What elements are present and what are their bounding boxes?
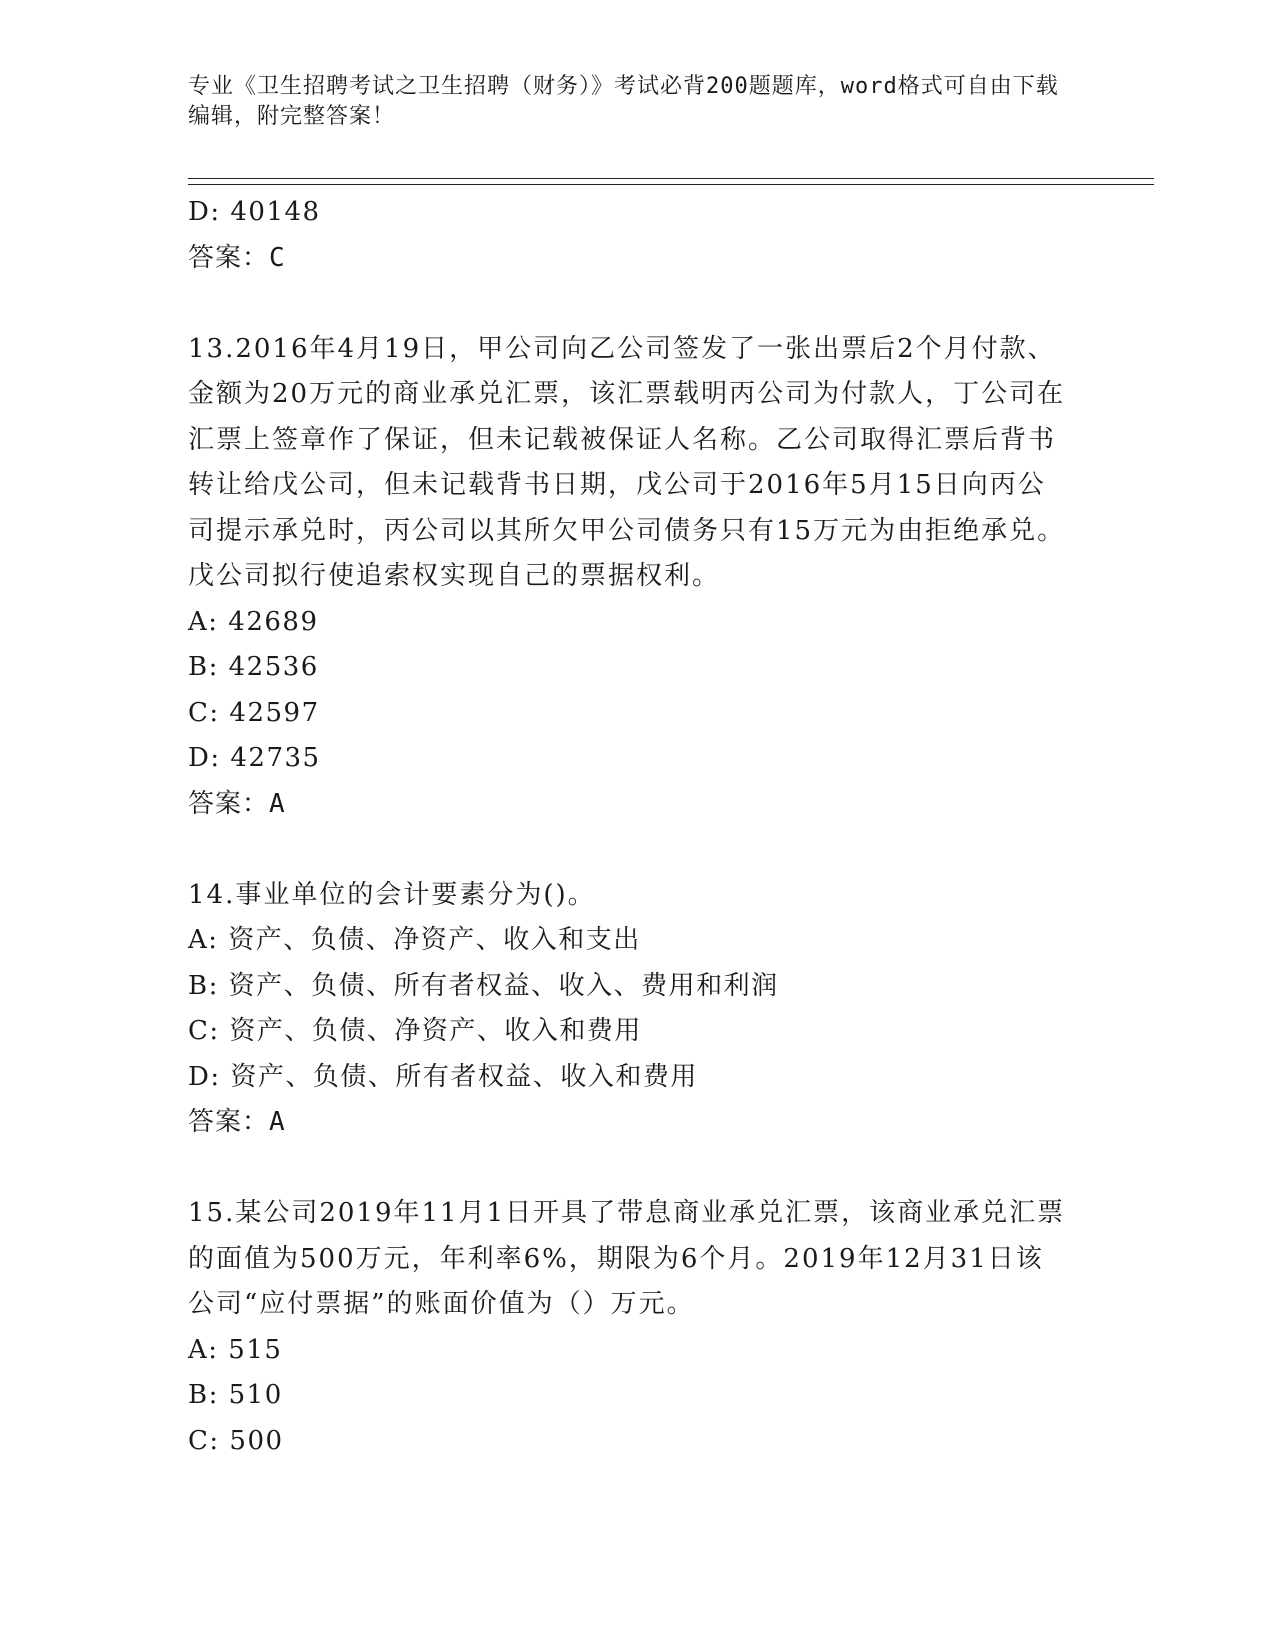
question-stem: 13.2016年4月19日，甲公司向乙公司签发了一张出票后2个月付款、金额为20万元的商业承兑汇票，该汇票载明丙公司为付款人，丁公司在汇票上签章作了保证，但未记载被保证人名称。乙公司取得汇票后背书转让给戊公司，但未记载背书日期，戊公司于2016年5月15日向丙公司提示承兑时，丙公司以其所欠甲公司债务只有15万元为由拒绝承兑。戊公司拟行使追索权实现自己的票据权利。 — [188, 333, 1066, 591]
option-a: A: 42689 — [188, 606, 319, 637]
option-b: B: 510 — [188, 1380, 283, 1410]
document-header: 专业《卫生招聘考试之卫生招聘（财务）》考试必背200题题库，word格式可自由下载编辑，附完整答案！ — [188, 74, 1059, 129]
question-14 — [188, 873, 1088, 1146]
option-c: C: 42597 — [188, 697, 320, 728]
option-d: D: 资产、负债、所有者权益、收入和费用 — [188, 1061, 698, 1092]
option-c: C: 500 — [188, 1425, 284, 1456]
question-stem: 15.某公司2019年11月1日开具了带息商业承兑汇票，该商业承兑汇票的面值为500万元，年利率6%，期限为6个月。2019年12月31日该公司“应付票据”的账面价值为（）万元。 — [188, 1198, 1066, 1319]
question-15 — [188, 1191, 1088, 1464]
header-divider-bottom — [188, 184, 1154, 185]
option-c: C: 资产、负债、净资产、收入和费用 — [188, 1016, 642, 1046]
answer-line: 答案：C — [188, 242, 286, 273]
option-d: D: 40148 — [188, 197, 321, 227]
question-13 — [188, 327, 1088, 828]
option-b: B: 42536 — [188, 652, 319, 682]
answer-line: 答案：A — [188, 1107, 286, 1137]
option-a: A: 资产、负债、净资产、收入和支出 — [188, 925, 641, 955]
question-stem: 14.事业单位的会计要素分为()。 — [188, 879, 596, 910]
document-body — [188, 190, 1088, 1464]
header-divider-top — [188, 178, 1154, 179]
answer-line: 答案：A — [188, 788, 286, 819]
option-a: A: 515 — [188, 1334, 283, 1365]
option-b: B: 资产、负债、所有者权益、收入、费用和利润 — [188, 970, 779, 1001]
option-d: D: 42735 — [188, 743, 321, 773]
